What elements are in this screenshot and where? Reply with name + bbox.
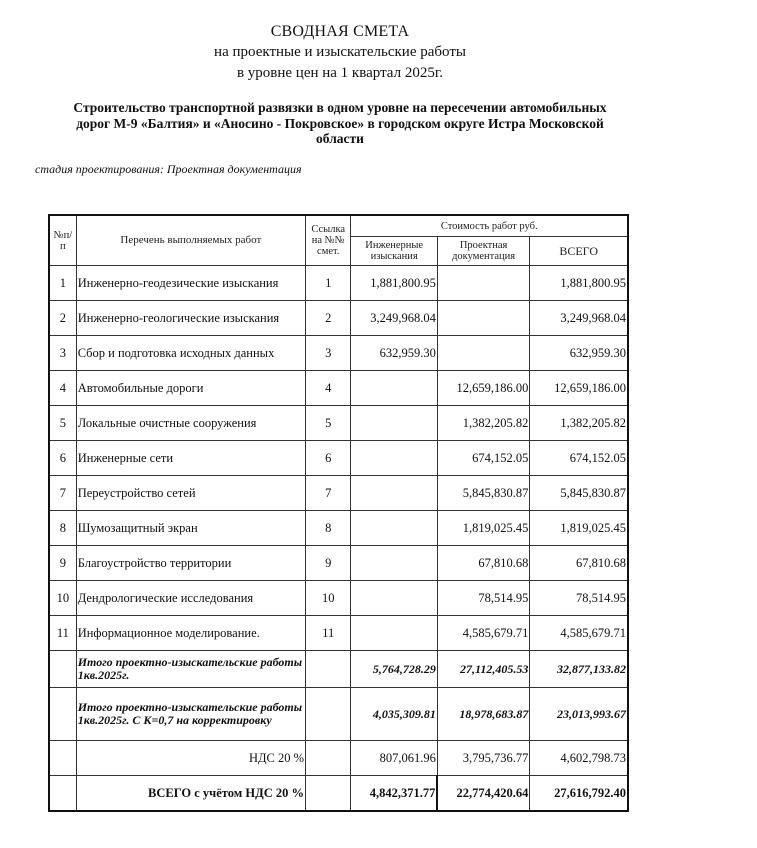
row-engineering: 3,249,968.04: [351, 301, 437, 336]
row-engineering: [351, 371, 437, 406]
row-num: 11: [49, 616, 76, 651]
row-total: 78,514.95: [530, 581, 628, 616]
subtotal-k-engineering: 4,035,309.81: [351, 688, 437, 741]
row-ref: 7: [306, 476, 351, 511]
header-description: Перечень выполняемых работ: [76, 215, 305, 266]
subtotal-k-label: Итого проектно-изыскательские работы 1кв.2025г. С К=0,7 на корректировку: [76, 688, 305, 741]
row-num: 1: [49, 266, 76, 301]
header-cost-group: Стоимость работ руб.: [351, 215, 628, 237]
document-header: [0, 22, 680, 84]
header-ref: Ссылка на №№ смет.: [306, 215, 351, 266]
row-ref: 4: [306, 371, 351, 406]
row-description: Локальные очистные сооружения: [76, 406, 305, 441]
document-subtitle-1: на проектные и изыскательские работы: [214, 44, 466, 60]
row-engineering: [351, 406, 437, 441]
row-engineering: [351, 476, 437, 511]
vat-label: НДС 20 %: [76, 741, 305, 776]
vat-total: 4,602,798.73: [530, 741, 628, 776]
row-total: 1,382,205.82: [530, 406, 628, 441]
row-description: Шумозащитный экран: [76, 511, 305, 546]
table-row: [49, 616, 628, 651]
table-row: [49, 266, 628, 301]
row-engineering: [351, 581, 437, 616]
design-stage: стадия проектирования: Проектная документация: [35, 162, 302, 176]
row-ref: 10: [306, 581, 351, 616]
row-total: 674,152.05: [530, 441, 628, 476]
row-total: 3,249,968.04: [530, 301, 628, 336]
grand-total-label: ВСЕГО с учётом НДС 20 %: [76, 776, 305, 812]
row-description: Информационное моделирование.: [76, 616, 305, 651]
row-ref: 8: [306, 511, 351, 546]
row-engineering: [351, 441, 437, 476]
row-num: 10: [49, 581, 76, 616]
header-num: №п/п: [49, 215, 76, 266]
document-subtitle-2: в уровне цен на 1 квартал 2025г.: [236, 65, 444, 81]
row-engineering: 632,959.30: [351, 336, 437, 371]
table-row: [49, 546, 628, 581]
row-project: [437, 266, 529, 301]
row-project: [437, 301, 529, 336]
row-project: 674,152.05: [437, 441, 529, 476]
row-project: 1,382,205.82: [437, 406, 529, 441]
header-total: ВСЕГО: [530, 237, 628, 266]
row-num: 6: [49, 441, 76, 476]
row-project: 5,845,830.87: [437, 476, 529, 511]
subtotal-k-total: 23,013,993.67: [530, 688, 628, 741]
row-description: Инженерно-геодезические изыскания: [76, 266, 305, 301]
row-engineering: 1,881,800.95: [351, 266, 437, 301]
row-project: 4,585,679.71: [437, 616, 529, 651]
row-total: 5,845,830.87: [530, 476, 628, 511]
row-project: [437, 336, 529, 371]
row-description: Благоустройство территории: [76, 546, 305, 581]
row-num: 4: [49, 371, 76, 406]
subtotal-row: [49, 651, 628, 688]
subtotal-k-project: 18,978,683.87: [437, 688, 529, 741]
row-num: 7: [49, 476, 76, 511]
subtotal-engineering: 5,764,728.29: [351, 651, 437, 688]
row-num: 5: [49, 406, 76, 441]
grand-total-project: 22,774,420.64: [437, 776, 529, 812]
document-title: СВОДНАЯ СМЕТА: [270, 23, 410, 40]
row-num: 2: [49, 301, 76, 336]
row-description: Автомобильные дороги: [76, 371, 305, 406]
estimate-table: [48, 214, 629, 812]
row-num: 8: [49, 511, 76, 546]
row-num: 3: [49, 336, 76, 371]
table-row: [49, 406, 628, 441]
row-total: 67,810.68: [530, 546, 628, 581]
row-total: 12,659,186.00: [530, 371, 628, 406]
row-ref: 1: [306, 266, 351, 301]
grand-total-total: 27,616,792.40: [530, 776, 628, 812]
row-description: Переустройство сетей: [76, 476, 305, 511]
row-total: 4,585,679.71: [530, 616, 628, 651]
row-ref: 6: [306, 441, 351, 476]
row-project: 12,659,186.00: [437, 371, 529, 406]
header-engineering: Инженерные изыскания: [351, 237, 437, 266]
table-row: [49, 336, 628, 371]
vat-engineering: 807,061.96: [351, 741, 437, 776]
row-project: 67,810.68: [437, 546, 529, 581]
row-total: 1,819,025.45: [530, 511, 628, 546]
row-ref: 9: [306, 546, 351, 581]
project-name: Строительство транспортной развязки в одном уровне на пересечении автомобильных дорог М-9 «Балтия» и «Аносино - Покровское» в городском округе Истра Московской области: [73, 100, 607, 146]
table-header-row: [49, 215, 628, 237]
row-ref: 5: [306, 406, 351, 441]
row-engineering: [351, 616, 437, 651]
row-total: 632,959.30: [530, 336, 628, 371]
row-description: Инженерные сети: [76, 441, 305, 476]
row-num: 9: [49, 546, 76, 581]
subtotal-project: 27,112,405.53: [437, 651, 529, 688]
row-engineering: [351, 546, 437, 581]
vat-row: [49, 741, 628, 776]
subtotal-total: 32,877,133.82: [530, 651, 628, 688]
row-project: 1,819,025.45: [437, 511, 529, 546]
row-description: Дендрологические исследования: [76, 581, 305, 616]
table-row: [49, 301, 628, 336]
table-row: [49, 511, 628, 546]
row-engineering: [351, 511, 437, 546]
grand-total-engineering: 4,842,371.77: [351, 776, 437, 812]
table-row: [49, 371, 628, 406]
table-row: [49, 581, 628, 616]
subtotal-k-row: [49, 688, 628, 741]
table-row: [49, 441, 628, 476]
header-project: Проектная документация: [437, 237, 529, 266]
grand-total-row: [49, 776, 628, 812]
table-row: [49, 476, 628, 511]
vat-project: 3,795,736.77: [437, 741, 529, 776]
row-ref: 2: [306, 301, 351, 336]
row-description: Сбор и подготовка исходных данных: [76, 336, 305, 371]
row-ref: 3: [306, 336, 351, 371]
subtotal-label: Итого проектно-изыскательские работы 1кв.2025г.: [76, 651, 305, 688]
row-ref: 11: [306, 616, 351, 651]
row-total: 1,881,800.95: [530, 266, 628, 301]
row-description: Инженерно-геологические изыскания: [76, 301, 305, 336]
row-project: 78,514.95: [437, 581, 529, 616]
